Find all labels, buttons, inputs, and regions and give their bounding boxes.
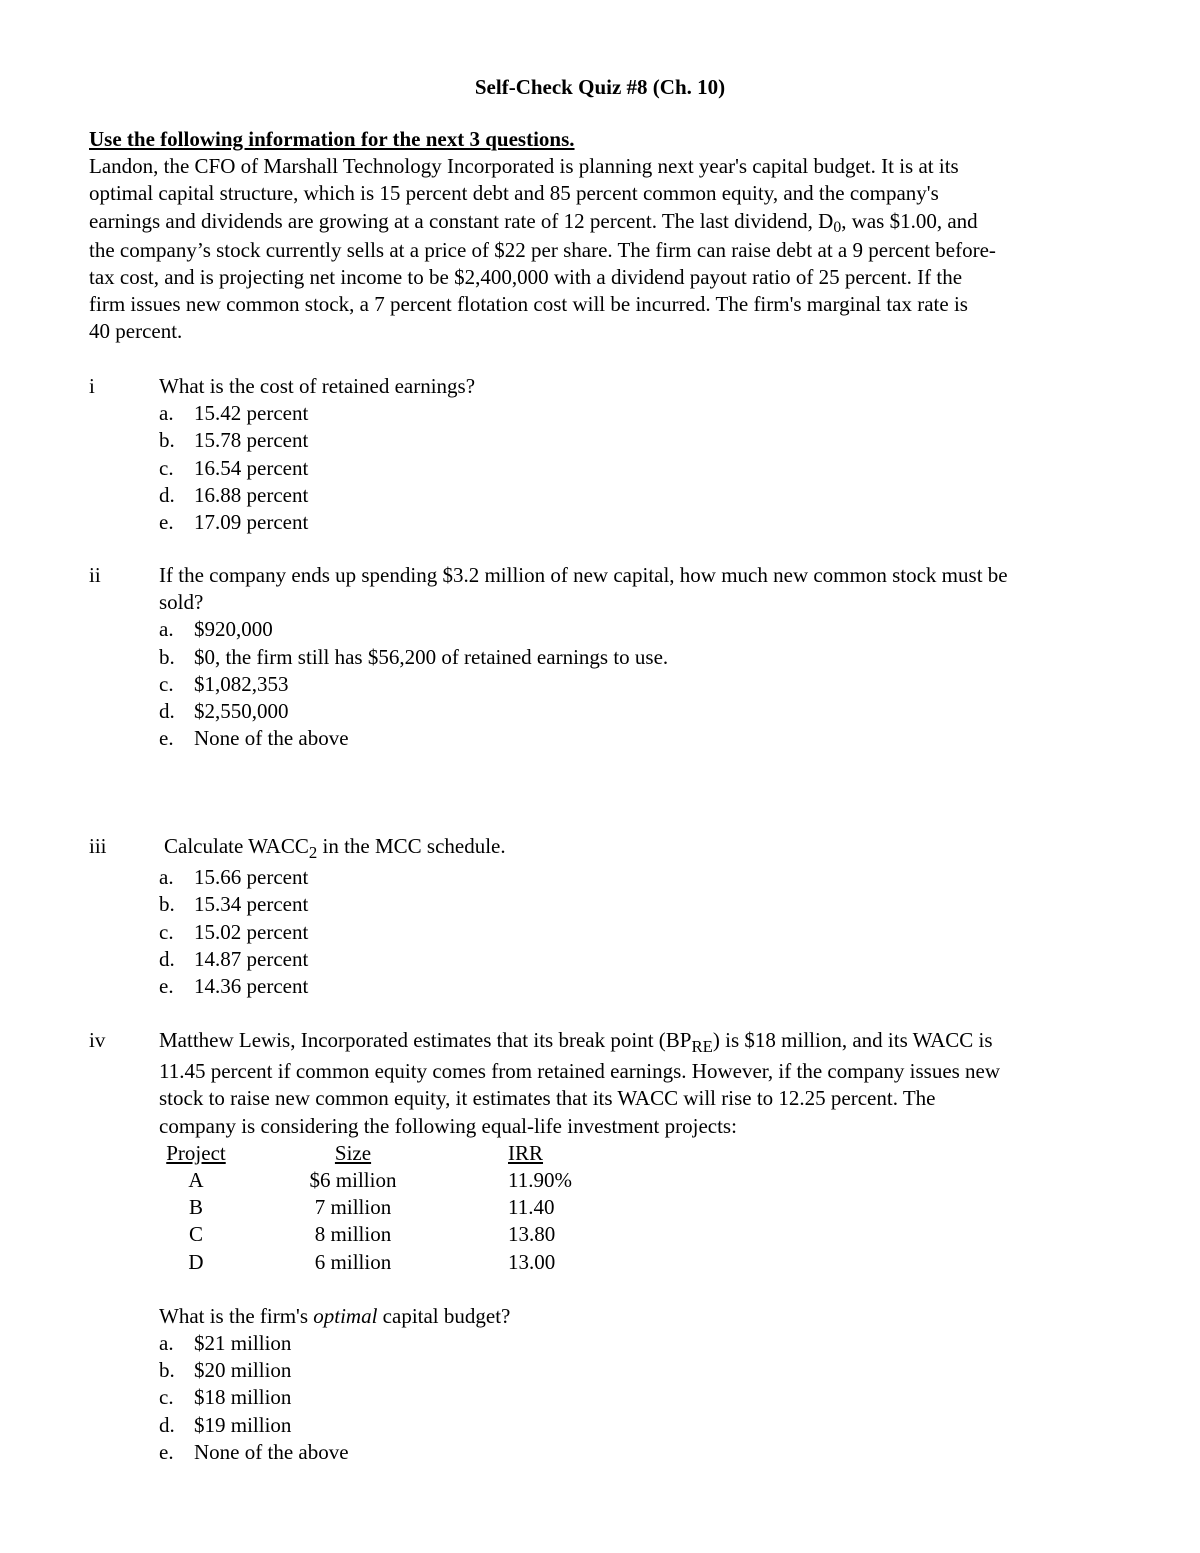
option-letter: a.	[159, 865, 174, 890]
option-letter: d.	[159, 482, 175, 507]
option-d	[159, 1412, 1119, 1439]
question-text: sold?	[159, 590, 204, 615]
option-letter: d.	[159, 699, 175, 724]
option-text: $0, the firm still has $56,200 of retained earnings to use.	[194, 644, 669, 669]
question-i	[89, 373, 1119, 536]
question-number: ii	[89, 563, 101, 587]
intro-line: firm issues new common stock, a 7 percent flotation cost will be incurred. The firm's marginal tax rate is	[89, 292, 968, 317]
intro-passage	[89, 126, 1119, 346]
option-a	[159, 400, 1119, 427]
question-text-part: Matthew Lewis, Incorporated estimates that its break point (BP	[159, 1028, 692, 1052]
size-cell: 8 million	[314, 1222, 392, 1247]
question-text: 11.45 percent if common equity comes from retained earnings. However, if the company issues new	[159, 1059, 1001, 1084]
option-text: 15.34 percent	[194, 892, 309, 917]
table-row	[159, 1249, 658, 1276]
option-e	[159, 1439, 1119, 1466]
intro-line: Landon, the CFO of Marshall Technology Incorporated is planning next year's capital budget. It is at its	[89, 154, 959, 179]
size-cell: 7 million	[314, 1195, 392, 1220]
option-b	[159, 644, 1119, 671]
option-b	[159, 1357, 1119, 1384]
option-e	[159, 509, 1119, 536]
option-c	[159, 455, 1119, 482]
option-letter: e.	[159, 726, 174, 751]
option-letter: b.	[159, 892, 175, 917]
question-text: What is the cost of retained earnings?	[159, 374, 476, 398]
option-letter: b.	[159, 644, 175, 669]
table-header-row	[159, 1140, 658, 1167]
page-title: Self-Check Quiz #8 (Ch. 10)	[474, 75, 726, 99]
option-text: 17.09 percent	[194, 510, 309, 535]
question-text-part: Calculate WACC	[164, 834, 309, 858]
option-text: None of the above	[194, 726, 349, 751]
option-text: 15.66 percent	[194, 865, 309, 890]
intro-line	[89, 208, 1119, 237]
intro-line: 40 percent.	[89, 319, 183, 344]
option-text: 15.02 percent	[194, 919, 309, 944]
option-text: $19 million	[194, 1412, 292, 1437]
option-text: $21 million	[194, 1331, 292, 1356]
project-cell: D	[188, 1249, 204, 1274]
question-text	[164, 833, 1119, 861]
question-iii	[89, 833, 1119, 1000]
option-letter: d.	[159, 1412, 175, 1437]
irr-cell: 13.00	[508, 1249, 556, 1274]
question-number: i	[89, 374, 95, 398]
intro-line: optimal capital structure, which is 15 percent debt and 85 percent common equity, and the company's	[89, 181, 939, 206]
intro-heading: Use the following information for the next 3 questions.	[89, 127, 575, 151]
project-cell: C	[188, 1222, 203, 1247]
option-letter: e.	[159, 510, 174, 535]
projects-table	[159, 1140, 658, 1276]
option-text: 16.88 percent	[194, 482, 309, 507]
column-header-size: Size	[334, 1140, 372, 1165]
question-text-part: in the MCC schedule.	[317, 834, 506, 858]
subscript: 2	[308, 843, 318, 863]
option-text: 14.36 percent	[194, 974, 309, 999]
subscript: 0	[833, 218, 842, 236]
option-text: $920,000	[194, 617, 273, 642]
question-number: iv	[89, 1028, 106, 1052]
option-text: 15.78 percent	[194, 428, 309, 453]
option-text: $1,082,353	[194, 671, 289, 696]
option-text: 16.54 percent	[194, 455, 309, 480]
option-c	[159, 671, 1119, 698]
option-text: 14.87 percent	[194, 946, 309, 971]
option-d	[159, 698, 1119, 725]
question-text	[159, 1303, 1119, 1330]
option-letter: e.	[159, 1439, 174, 1464]
question-number: iii	[89, 834, 107, 858]
question-ii	[89, 562, 1119, 752]
table-row	[159, 1194, 658, 1221]
irr-cell: 11.90%	[508, 1168, 572, 1193]
option-letter: b.	[159, 428, 175, 453]
size-cell: 6 million	[314, 1249, 392, 1274]
subscript: RE	[691, 1037, 713, 1057]
option-letter: c.	[159, 919, 174, 944]
option-letter: a.	[159, 1331, 174, 1356]
option-b	[159, 427, 1119, 454]
question-iv	[89, 1027, 1119, 1466]
option-letter: a.	[159, 401, 174, 426]
option-letter: e.	[159, 974, 174, 999]
option-text: $2,550,000	[194, 699, 289, 724]
option-d	[159, 482, 1119, 509]
option-text: 15.42 percent	[194, 401, 309, 426]
question-text	[159, 1027, 1119, 1055]
intro-line-text: earnings and dividends are growing at a constant rate of 12 percent. The last dividend, D	[89, 208, 834, 233]
table-row	[159, 1221, 658, 1248]
emphasis: optimal	[313, 1303, 378, 1328]
option-letter: d.	[159, 946, 175, 971]
intro-line-tail: , was $1.00, and	[841, 208, 978, 233]
option-letter: c.	[159, 671, 174, 696]
irr-cell: 11.40	[508, 1195, 555, 1220]
project-cell: B	[188, 1195, 203, 1220]
option-letter: a.	[159, 617, 174, 642]
question-text-part: What is the firm's	[159, 1303, 314, 1328]
option-a	[159, 1330, 1119, 1357]
column-header-project: Project	[166, 1140, 226, 1165]
option-text: $18 million	[194, 1385, 292, 1410]
option-a	[159, 864, 1119, 891]
irr-cell: 13.80	[508, 1222, 556, 1247]
column-header-irr: IRR	[508, 1140, 544, 1165]
table-row	[159, 1167, 658, 1194]
option-text: None of the above	[194, 1439, 349, 1464]
option-e	[159, 973, 1119, 1000]
option-text: $20 million	[194, 1358, 292, 1383]
size-cell: $6 million	[309, 1168, 397, 1193]
project-cell: A	[188, 1168, 204, 1193]
intro-line: the company’s stock currently sells at a price of $22 per share. The firm can raise debt at a 9 percent before-	[89, 237, 996, 262]
question-text: If the company ends up spending $3.2 million of new capital, how much new common stock must be	[159, 563, 1008, 587]
question-text: company is considering the following equal-life investment projects:	[159, 1113, 737, 1138]
option-letter: c.	[159, 1385, 174, 1410]
question-text-part: ) is $18 million, and its WACC is	[712, 1028, 993, 1052]
option-a	[159, 616, 1119, 643]
option-letter: b.	[159, 1358, 175, 1383]
option-b	[159, 891, 1119, 918]
question-text: stock to raise new common equity, it estimates that its WACC will rise to 12.25 percent. The	[159, 1086, 936, 1111]
option-d	[159, 946, 1119, 973]
option-e	[159, 725, 1119, 752]
option-c	[159, 919, 1119, 946]
question-text-part: capital budget?	[377, 1303, 511, 1328]
intro-line: tax cost, and is projecting net income to be $2,400,000 with a dividend payout ratio of 25 percent. If the	[89, 265, 963, 290]
option-letter: c.	[159, 455, 174, 480]
option-c	[159, 1384, 1119, 1411]
